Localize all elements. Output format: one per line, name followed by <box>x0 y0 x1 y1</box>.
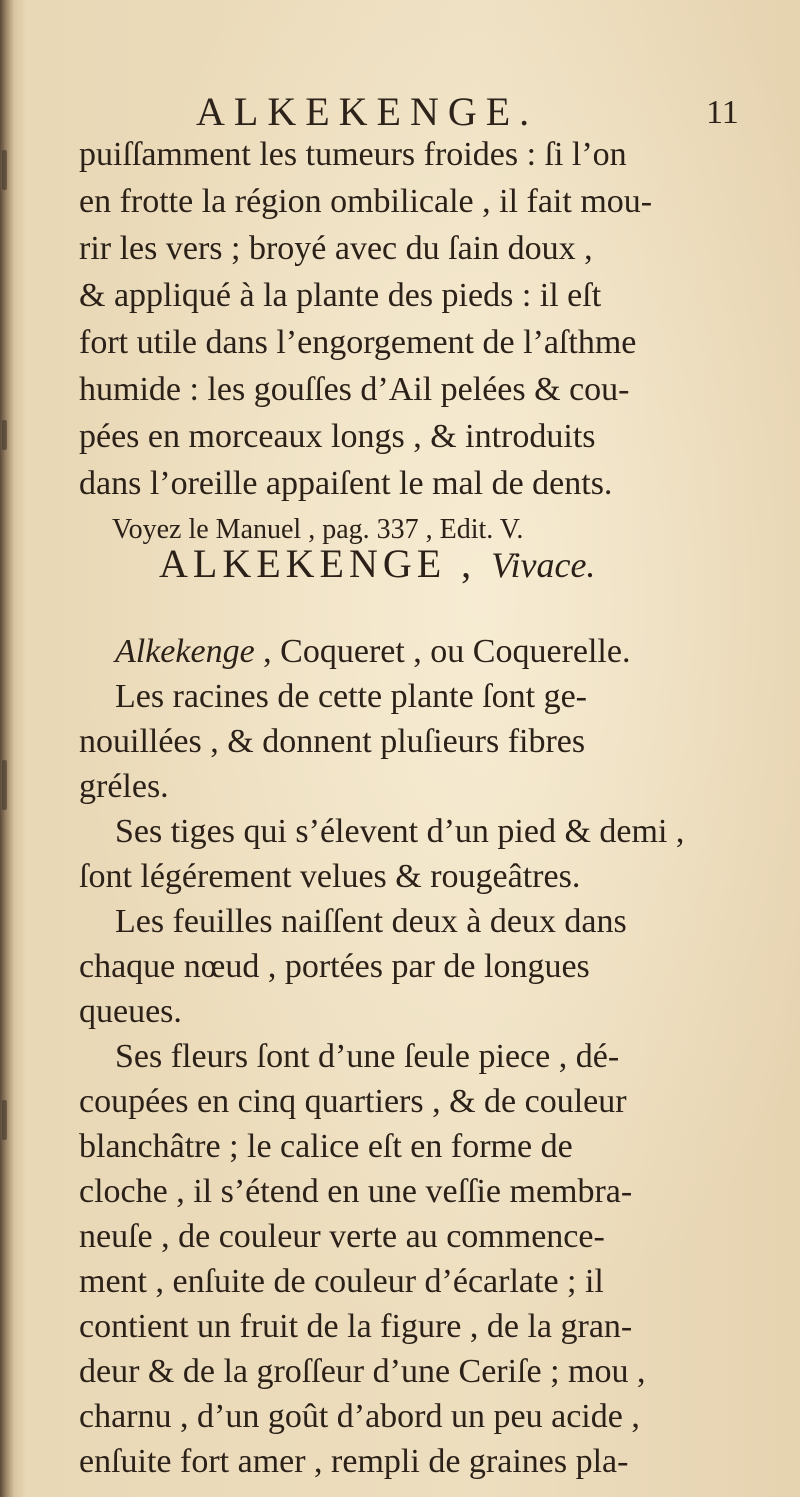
text-line: queues. <box>79 993 182 1030</box>
text-line: enſuite fort amer , rempli de graines pla- <box>79 1443 629 1480</box>
text-line: pées en morceaux longs , & introduits <box>79 418 596 455</box>
text-line: contient un fruit de la figure , de la gran- <box>79 1308 633 1345</box>
text-line: & appliqué à la plante des pieds : il eſt <box>79 277 602 314</box>
text-line: humide : les gouſſes d’Ail pelées & cou- <box>79 371 630 408</box>
section-title <box>159 540 595 587</box>
binding-mark <box>2 1100 7 1140</box>
section-title-main: ALKEKENGE , <box>159 541 477 586</box>
binding-mark <box>2 760 7 810</box>
synonym-italic: Alkekenge <box>115 633 255 670</box>
text-line: chaque nœud , portées par de longues <box>79 948 590 985</box>
text-line: charnu , d’un goût d’abord un peu acide , <box>79 1398 640 1435</box>
text-line: Les racines de cette plante ſont ge- <box>115 678 587 715</box>
text-line: blanchâtre ; le calice eſt en forme de <box>79 1128 573 1165</box>
text-line: Ses fleurs ſont d’une ſeule piece , dé- <box>115 1038 620 1075</box>
text-line: ſont légérement velues & rougeâtres. <box>79 858 581 895</box>
text-line: coupées en cinq quartiers , & de couleur <box>79 1083 627 1120</box>
text-line: rir les vers ; broyé avec du ſain doux , <box>79 230 593 267</box>
synonym-line <box>115 632 630 672</box>
text-line: gréles. <box>79 768 169 805</box>
running-title: ALKEKENGE. <box>196 89 539 134</box>
synonym-rest: , Coqueret , ou Coquerelle. <box>254 633 631 670</box>
text-line: Les feuilles naiſſent deux à deux dans <box>115 903 627 940</box>
binding-mark <box>2 420 7 450</box>
text-line: deur & de la groſſeur d’une Ceriſe ; mou , <box>79 1353 646 1390</box>
section-title-subtitle: Vivace. <box>491 545 596 585</box>
text-line: puiſſamment les tumeurs froides : ſi l’on <box>79 136 627 173</box>
text-line: Ses tiges qui s’élevent d’un pied & demi , <box>115 813 685 850</box>
text-line: fort utile dans l’engorgement de l’aſthme <box>79 324 637 361</box>
text-line: nouillées , & donnent pluſieurs fibres <box>79 723 586 760</box>
text-line: ment , enſuite de couleur d’écarlate ; il <box>79 1263 604 1300</box>
binding-mark <box>2 150 7 190</box>
text-line: neuſe , de couleur verte au commence- <box>79 1218 605 1255</box>
manual-reference: Voyez le Manuel , pag. 337 , Edit. V. <box>112 514 524 545</box>
text-line: cloche , il s’étend en une veſſie membra- <box>79 1173 633 1210</box>
text-line: dans l’oreille appaiſent le mal de dents. <box>79 465 613 502</box>
text-line: en frotte la région ombilicale , il fait mou- <box>79 183 653 220</box>
page-number: 11 <box>706 94 739 131</box>
